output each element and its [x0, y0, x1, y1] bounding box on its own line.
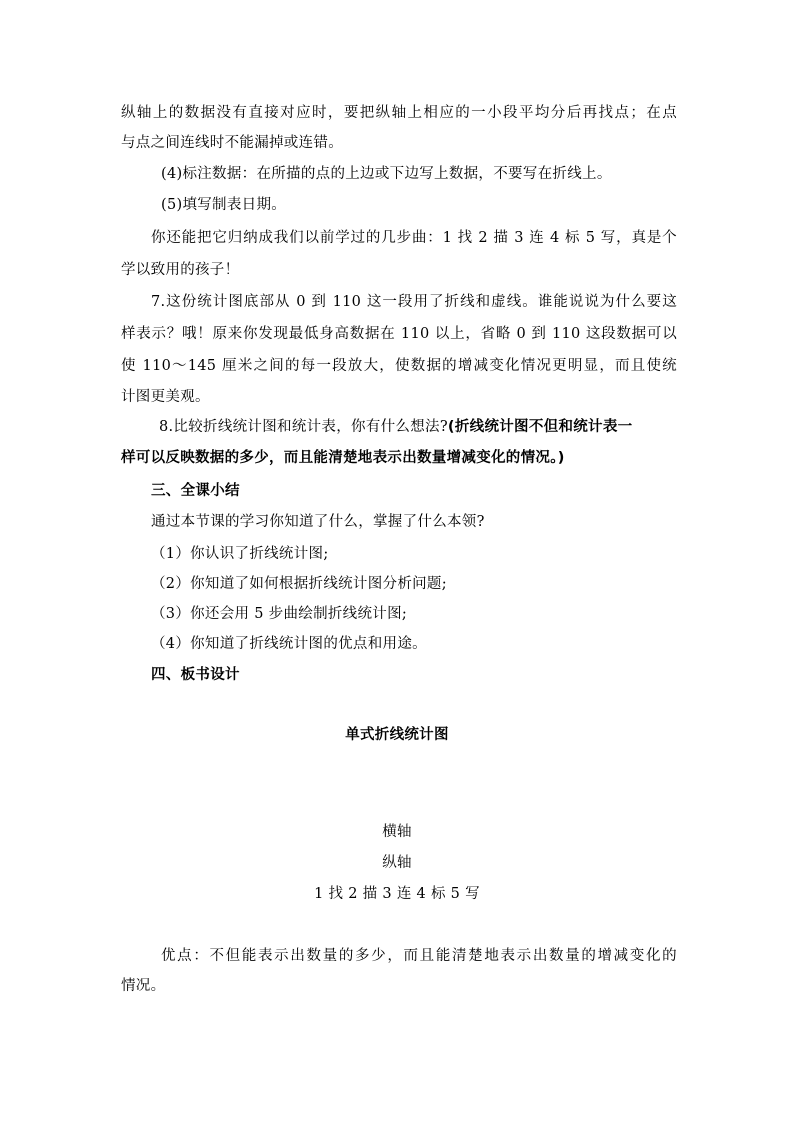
paragraph-line: 使 110～145 厘米之间的每一段放大，使数据的增减变化情况更明显，而且使统: [121, 358, 677, 374]
paragraph-line: 样表示？哦！原来你发现最低身高数据在 110 以上，省略 0 到 110 这段数据可以: [121, 326, 677, 342]
question-text: 8.比较折线统计图和统计表，你有什么想法?: [159, 419, 448, 435]
paragraph-line: 7.这份统计图底部从 0 到 110 这一段用了折线和虚线。谁能说说为什么要这: [151, 294, 677, 310]
paragraph-line: [159, 417, 677, 437]
board-axis-x: 横轴: [382, 824, 412, 840]
step-4: (4)标注数据：在所描的点的上边或下边写上数据，不要写在折线上。: [161, 166, 612, 182]
section-heading-board: 四、板书设计: [151, 667, 240, 683]
advantage-text: 情况。: [121, 978, 166, 994]
advantage-text: 优点：不但能表示出数量的多少，而且能清楚地表示出数量的增减变化的: [161, 948, 677, 964]
paragraph-line: 你还能把它归纳成我们以前学过的几步曲：1 找 2 描 3 连 4 标 5 写，真是个: [151, 230, 677, 246]
board-axis-y: 纵轴: [382, 855, 412, 871]
section-heading-summary: 三、全课小结: [151, 483, 240, 499]
paragraph-line: 纵轴上的数据没有直接对应时，要把纵轴上相应的一小段平均分后再找点；在点: [121, 105, 677, 121]
summary-item: （2）你知道了如何根据折线统计图分析问题;: [151, 576, 447, 592]
summary-item: （4）你知道了折线统计图的优点和用途。: [151, 636, 427, 652]
paragraph-line: 与点之间连线时不能漏掉或连错。: [121, 135, 343, 151]
step-5: (5)填写制表日期。: [161, 197, 287, 213]
summary-item: （3）你还会用 5 步曲绘制折线统计图;: [151, 606, 408, 622]
answer-text: (折线统计图不但和统计表一: [447, 419, 633, 435]
board-steps: 1 找 2 描 3 连 4 标 5 写: [314, 886, 480, 902]
board-title: 单式折线统计图: [345, 727, 449, 743]
paragraph-line: 计图更美观。: [121, 389, 210, 405]
paragraph-line: 学以致用的孩子！: [121, 262, 240, 278]
summary-intro: 通过本节课的学习你知道了什么，掌握了什么本领?: [151, 514, 485, 530]
answer-text: 样可以反映数据的多少，而且能清楚地表示出数量增减变化的情况。): [121, 450, 565, 466]
summary-item: （1）你认识了折线统计图;: [151, 546, 329, 562]
